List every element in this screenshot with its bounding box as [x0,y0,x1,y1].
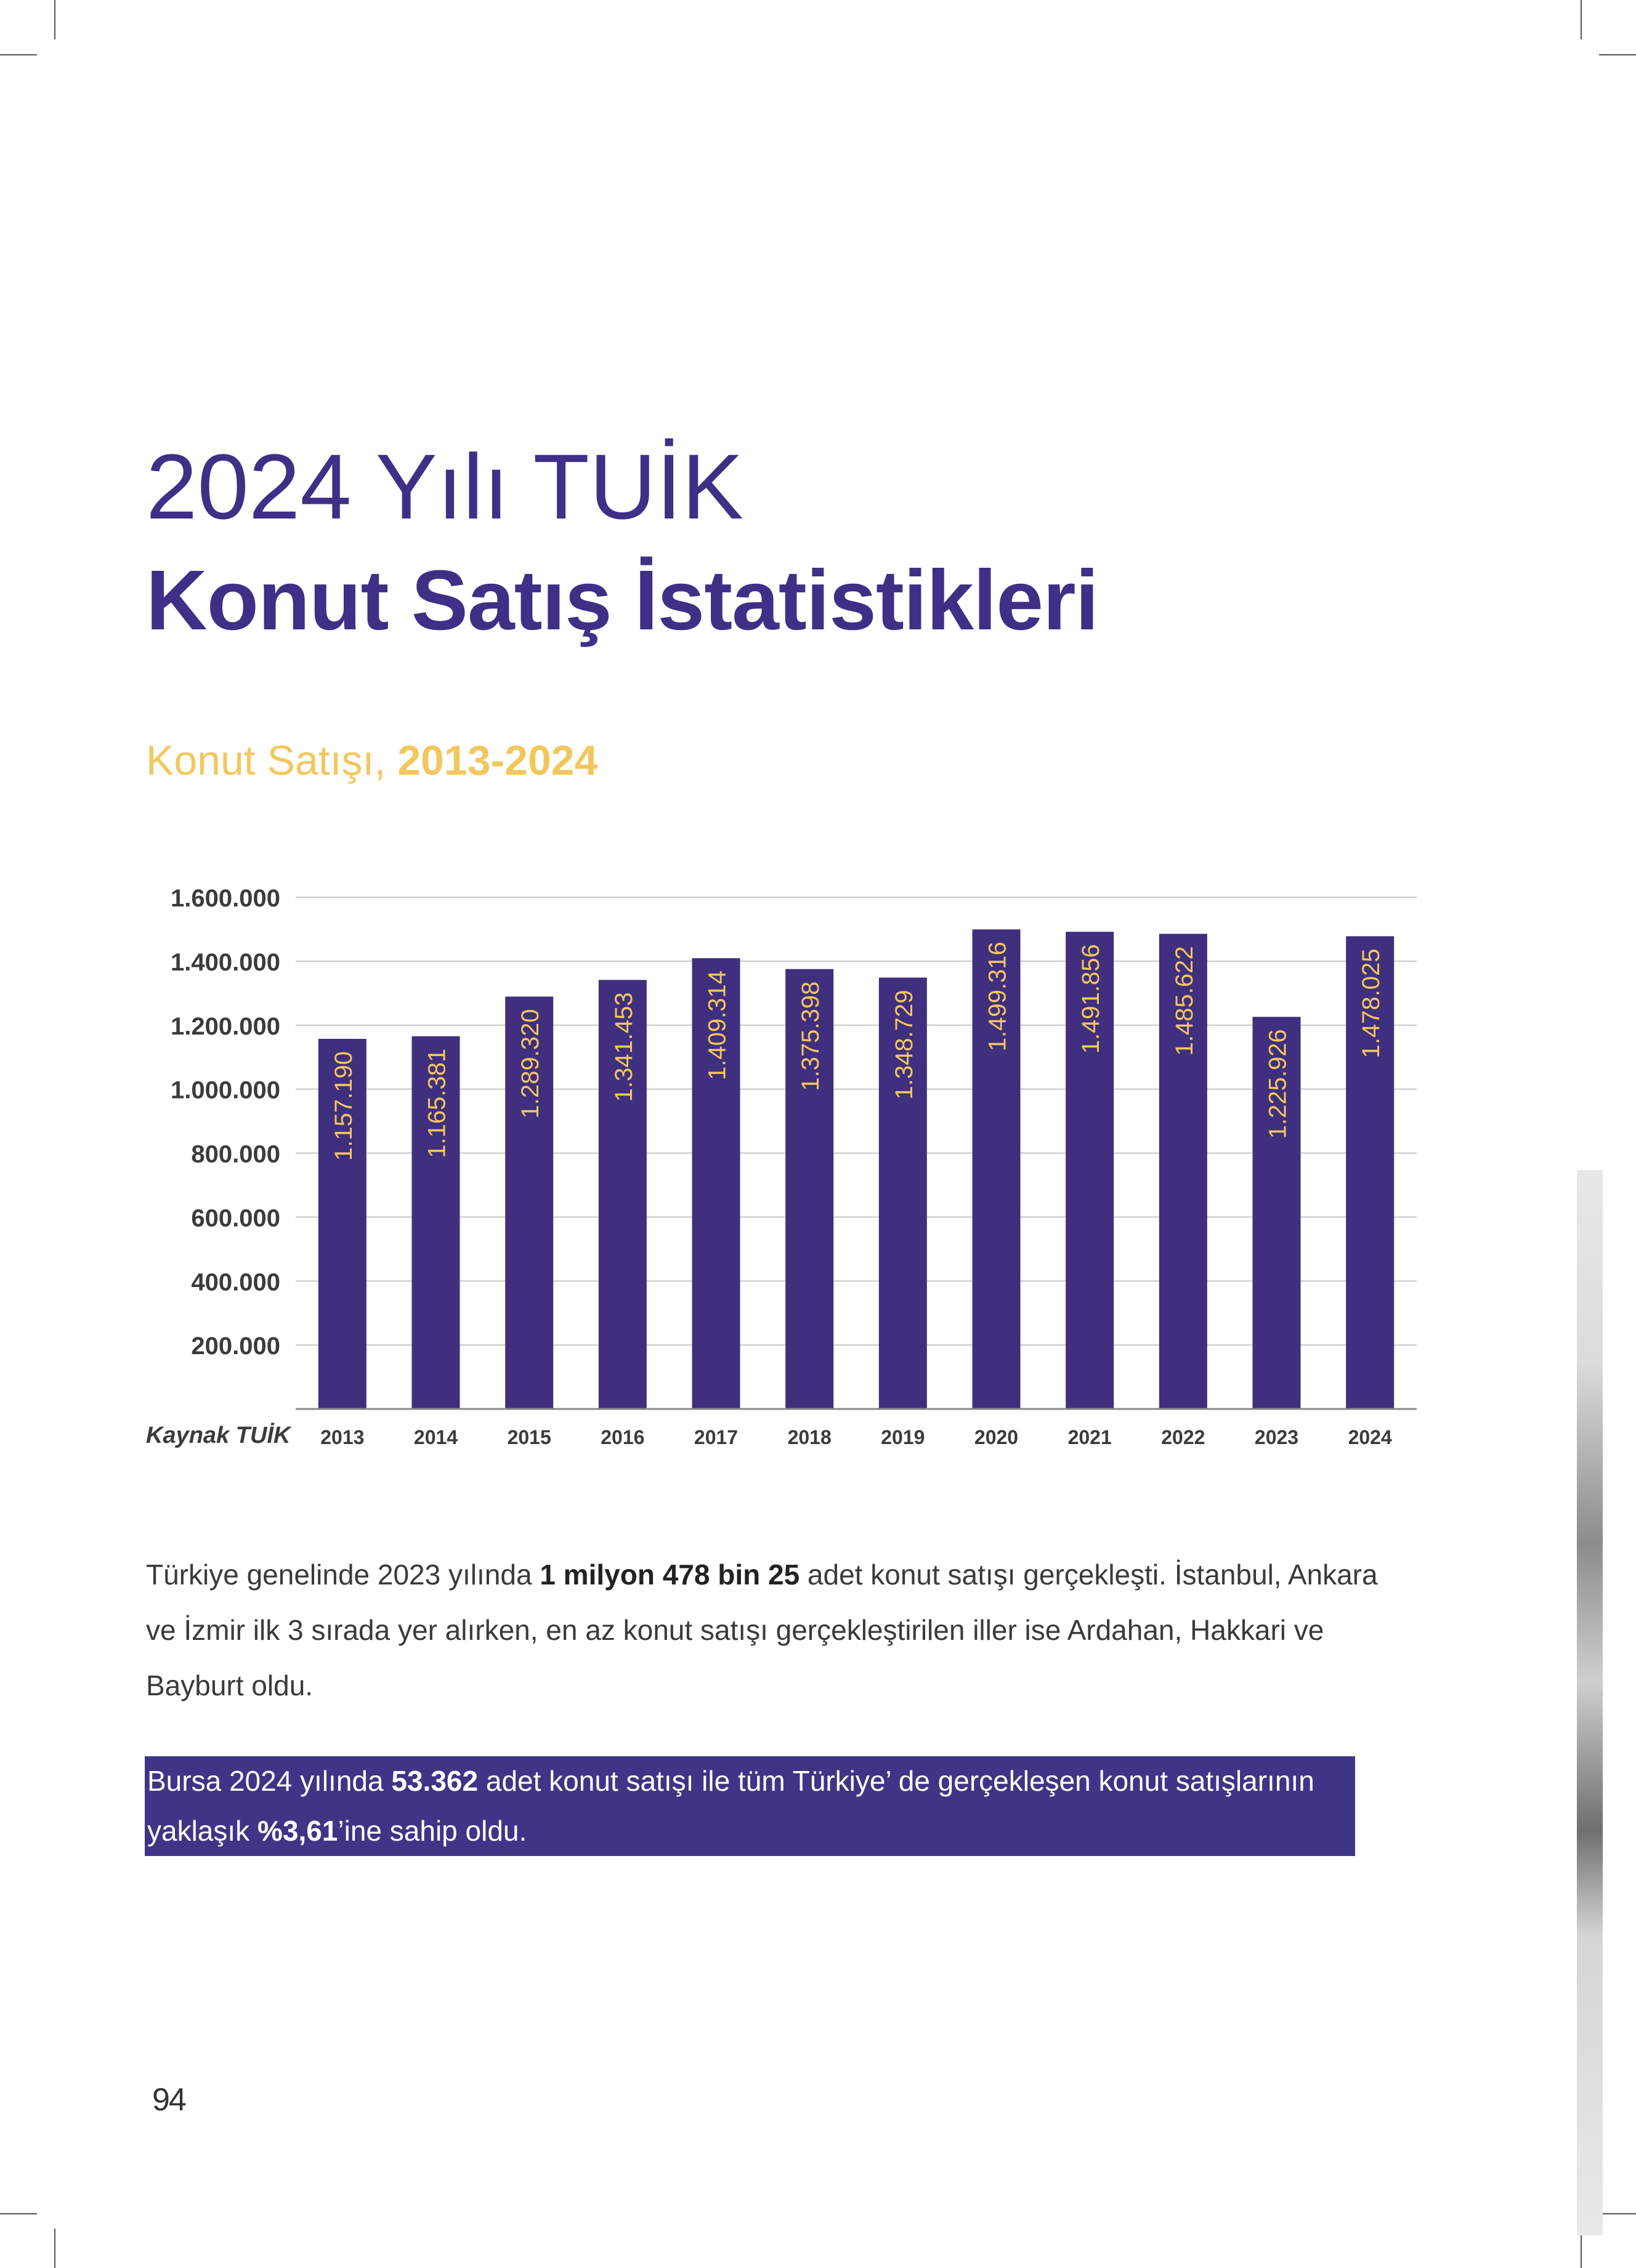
y-tick-label: 600.000 [191,1205,280,1232]
bar-value-label: 1.165.381 [423,1048,451,1158]
y-axis-ticks [171,885,280,1360]
bar-value-label: 1.499.316 [984,942,1011,1052]
bars [318,929,1394,1409]
highlight-text [145,1756,1355,1856]
x-tick-label: 2018 [787,1426,832,1448]
page-title-line1: 2024 Yılı TUİK [146,435,744,538]
y-tick-label: 400.000 [191,1269,280,1296]
x-tick-label: 2015 [507,1426,551,1448]
x-tick-label: 2017 [694,1426,739,1448]
highlight-text-1: Bursa 2024 yılında [147,1765,392,1797]
highlight-box [145,1756,1355,1856]
chart-source: Kaynak TUİK [146,1423,291,1448]
y-tick-label: 1.000.000 [171,1076,280,1104]
x-tick-label: 2014 [413,1426,458,1448]
x-tick-label: 2023 [1254,1426,1299,1448]
x-tick-label: 2024 [1348,1426,1392,1448]
y-tick-label: 1.200.000 [171,1012,280,1040]
page-title-line2: Konut Satış İstatistikleri [146,553,1099,648]
page-edge-image-strip [1577,1170,1603,2235]
bar-value-label: 1.225.926 [1264,1029,1292,1139]
x-axis-ticks [320,1426,1392,1448]
body-paragraph [146,1547,1403,1713]
x-tick-label: 2019 [881,1426,925,1448]
crop-mark [0,2213,37,2214]
para-bold: 1 milyon 478 bin 25 [540,1559,800,1591]
bar-value-label: 1.409.314 [703,971,731,1080]
x-tick-label: 2021 [1067,1426,1112,1448]
x-tick-label: 2020 [974,1426,1019,1448]
y-tick-label: 800.000 [191,1140,280,1168]
bar-value-label: 1.289.320 [517,1009,545,1119]
bar-value-label: 1.485.622 [1170,946,1198,1056]
para-text-1: Türkiye genelinde 2023 yılında [146,1559,540,1591]
highlight-bold-1: 53.362 [391,1765,479,1797]
data-labels [330,942,1385,1161]
y-tick-label: 200.000 [191,1333,280,1360]
bar-value-label: 1.348.729 [890,990,918,1100]
grid-lines [296,897,1417,1345]
bar-value-label: 1.491.856 [1077,944,1105,1054]
highlight-text-3: ’ine sahip oldu. [338,1815,527,1847]
chart-title-prefix: Konut Satışı, [146,737,398,784]
crop-mark [1599,2213,1636,2214]
x-tick-label: 2016 [601,1426,645,1448]
y-tick-label: 1.400.000 [171,948,280,976]
bar-value-label: 1.478.025 [1358,948,1385,1059]
crop-mark [54,2229,55,2268]
highlight-bold-2: %3,61 [257,1815,338,1847]
para-text-2: adet konut satışı gerçekleşti. İstanbul, Ankara ve İzmir ilk 3 sırada yer alırken, en az konut satışı gerçekleştirilen iller ise Ardahan, Hakkari ve Bayburt oldu. [146,1559,1378,1701]
y-tick-label: 1.600.000 [171,885,280,912]
page-number: 94 [152,2082,185,2118]
highlight-text-2: adet konut satışı ile tüm Türkiye’ de gerçekleşen konut satışlarının yaklaşık [147,1765,1314,1847]
bar-value-label: 1.375.398 [797,981,825,1091]
x-tick-label: 2022 [1161,1426,1205,1448]
bar-value-label: 1.341.453 [610,992,638,1102]
bar-value-label: 1.157.190 [330,1051,357,1161]
chart-title-range: 2013-2024 [397,737,598,784]
x-tick-label: 2013 [320,1426,365,1448]
